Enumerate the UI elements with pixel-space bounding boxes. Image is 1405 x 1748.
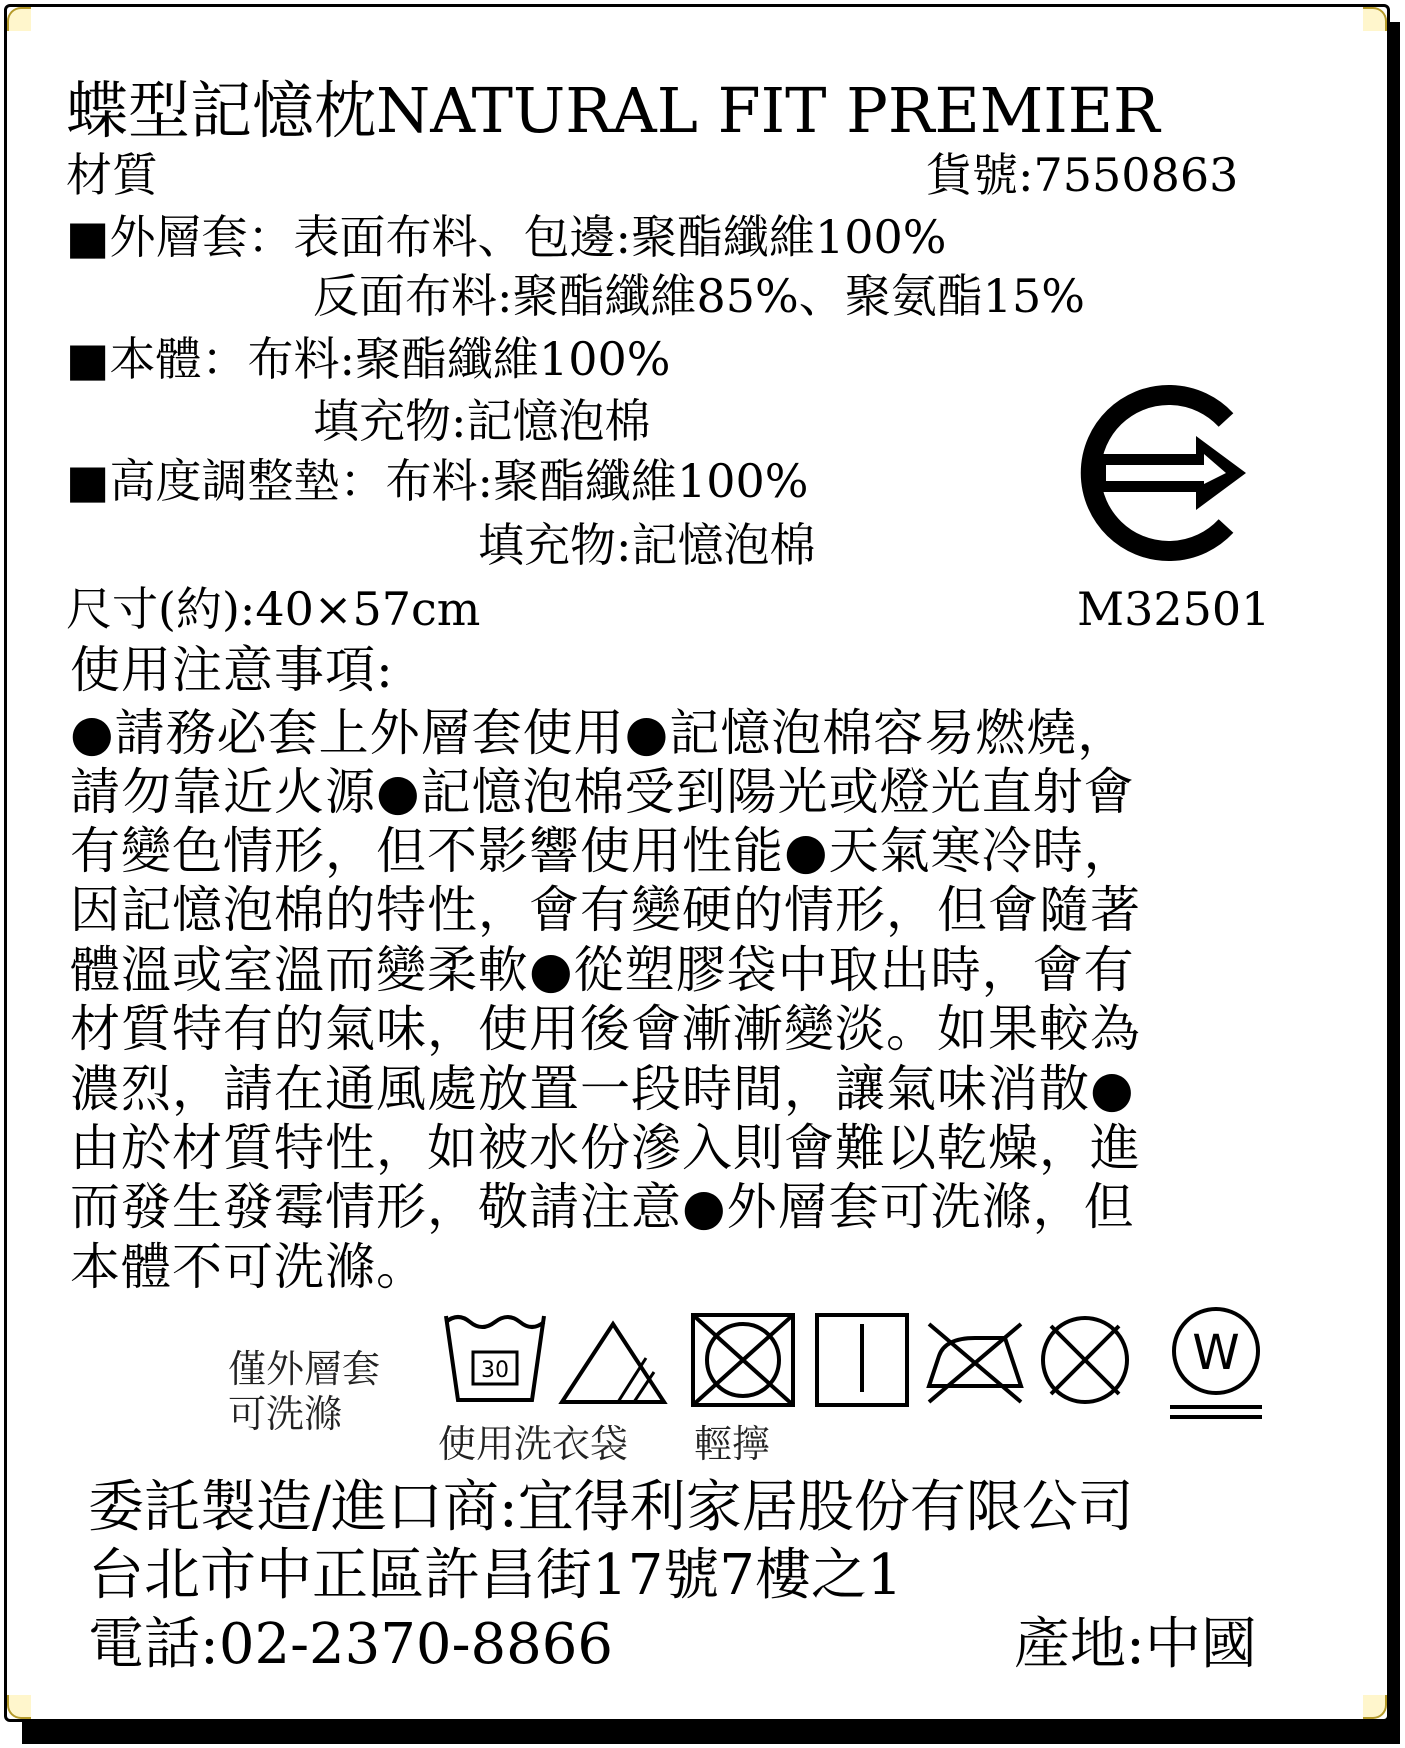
note-line: 有變色情形，但不影響使用性能●天氣寒冷時， <box>70 822 1135 880</box>
note-line: 由於材質特性，如被水份滲入則會難以乾燥，進 <box>70 1119 1141 1177</box>
no-iron-icon <box>925 1316 1025 1408</box>
size: 尺寸(約):40×57cm <box>66 582 481 636</box>
item-number: 貨號:7550863 <box>926 148 1239 202</box>
material-label: 材質 <box>66 148 158 202</box>
outer-cover-line2: 反面布料:聚酯纖維85%、聚氨酯15% <box>313 269 1085 323</box>
no-dry-clean-icon <box>1035 1310 1135 1410</box>
note-line: 因記憶泡棉的特性，會有變硬的情形，但會隨著 <box>70 881 1141 939</box>
line-dry-shade-icon <box>812 1310 912 1410</box>
certification-code: M32501 <box>1077 582 1271 636</box>
address: 台北市中正區許昌街17號7樓之1 <box>88 1543 903 1608</box>
professional-wet-clean-icon <box>1166 1303 1266 1425</box>
height-pad-line1: ■高度調整墊：布料:聚酯纖維100% <box>66 454 809 508</box>
corner-ornament <box>7 7 31 31</box>
note-line: 本體不可洗滌。 <box>70 1238 427 1296</box>
note-line: 體溫或室溫而變柔軟●從塑膠袋中取出時，會有 <box>70 941 1135 999</box>
note-line: 濃烈，請在通風處放置一段時間，讓氣味消散● <box>70 1060 1135 1118</box>
no-tumble-dry-icon <box>688 1310 798 1410</box>
washable-note-line2: 可洗滌 <box>228 1392 343 1436</box>
outer-cover-line1: ■外層套：表面布料、包邊:聚酯纖維100% <box>66 210 947 264</box>
note-line: 而發生發霉情形，敬請注意●外層套可洗滌，但 <box>70 1178 1135 1236</box>
body-line2: 填充物:記憶泡棉 <box>313 394 651 448</box>
note-line: 材質特有的氣味，使用後會漸漸變淡。如果較為 <box>70 1000 1141 1058</box>
corner-ornament <box>1363 1695 1387 1719</box>
height-pad-line2: 填充物:記憶泡棉 <box>478 518 816 572</box>
wet-clean-letter: W <box>1192 1325 1240 1381</box>
washable-note-line1: 僅外層套 <box>228 1347 381 1391</box>
body-line1: ■本體：布料:聚酯纖維100% <box>66 332 671 386</box>
importer: 委託製造/進口商:宜得利家居股份有限公司 <box>88 1475 1134 1540</box>
note-line: 請勿靠近火源●記憶泡棉受到陽光或燈光直射會 <box>70 763 1135 821</box>
corner-ornament <box>7 1695 31 1719</box>
gentle-wring-note: 輕擰 <box>694 1422 771 1466</box>
wash-30-icon <box>440 1310 550 1410</box>
notes-heading: 使用注意事項: <box>70 641 394 699</box>
wash-temp: 30 <box>481 1358 509 1383</box>
corner-ornament <box>1363 7 1387 31</box>
product-title: 蝶型記憶枕NATURAL FIT PREMIER <box>66 74 1160 147</box>
laundry-bag-note: 使用洗衣袋 <box>438 1422 629 1466</box>
non-chlorine-bleach-icon <box>558 1318 668 1408</box>
note-line: ●請務必套上外層套使用●記憶泡棉容易燃燒， <box>70 704 1129 762</box>
bsmi-mark-icon <box>1076 384 1260 562</box>
country-of-origin: 產地:中國 <box>1014 1612 1257 1677</box>
phone: 電話:02-2370-8866 <box>88 1612 613 1677</box>
